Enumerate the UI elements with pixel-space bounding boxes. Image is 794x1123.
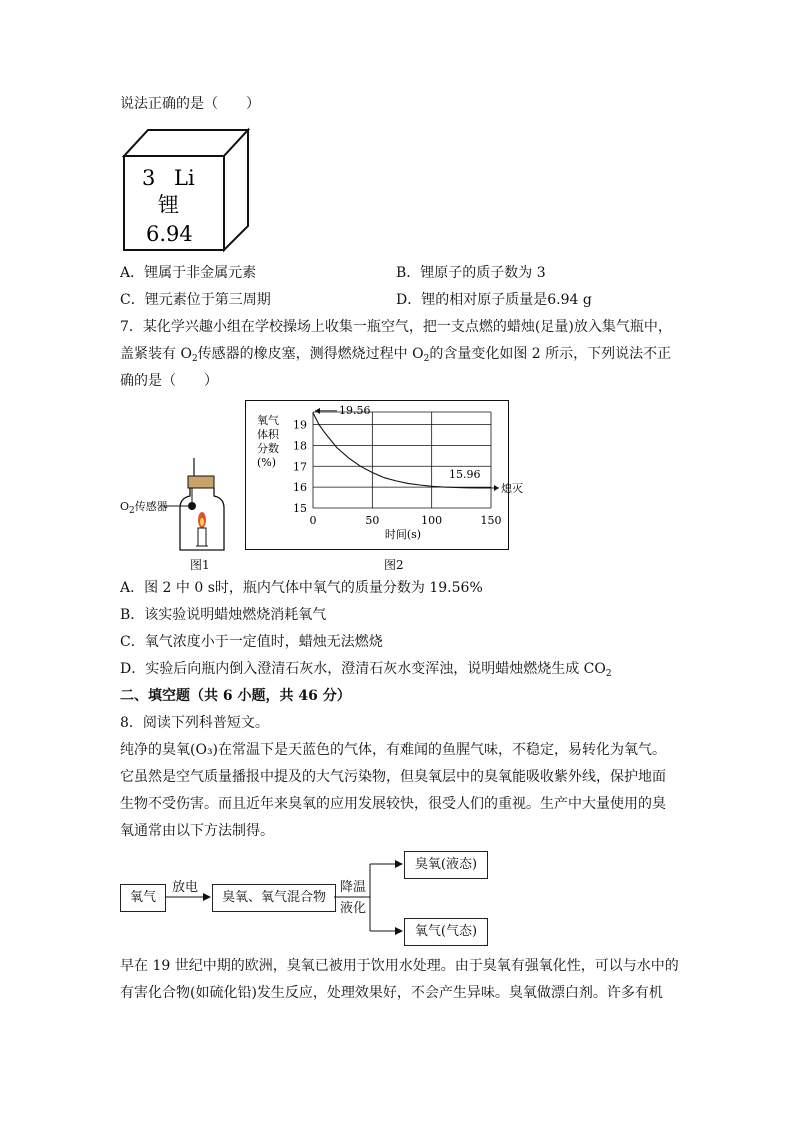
flow-box-liquid-ozone: 臭氧(液态): [404, 851, 488, 879]
q8-para1-line3: 生物不受伤害。而且近年来臭氧的应用发展较快，很受人们的重视。生产中大量使用的臭: [120, 796, 666, 812]
q7-stem-line1: 7．某化学兴趣小组在学校操场上收集一瓶空气，把一支点燃的蜡烛(足量)放入集气瓶中，: [120, 319, 672, 335]
element-mass: 6.94: [146, 222, 193, 246]
q7-option-a: A．图 2 中 0 s时，瓶内气体中氧气的质量分数为 19.56%: [120, 580, 483, 596]
q6-option-d: D．锂的相对原子质量是6.94 g: [396, 292, 592, 308]
q6-stem-tail: 说法正确的是（ ）: [120, 96, 260, 112]
chart-xtick-label: 50: [365, 514, 380, 527]
o2-sensor-icon: [188, 502, 196, 510]
element-name: 锂: [158, 193, 179, 217]
chart-ylabel-line: (%): [257, 456, 277, 469]
fig2-oxygen-chart: [245, 400, 523, 550]
q8-para2-line1: 早在 19 世纪中期的欧洲，臭氧已被用于饮用水处理。由于臭氧有强氧化性，可以与水中的: [120, 958, 679, 974]
q7-option-d: D．实验后向瓶内倒入澄清石灰水，澄清石灰水变浑浊，说明蜡烛燃烧生成 $CO_2$: [120, 661, 612, 679]
flow-box-mixture: 臭氧、氧气混合物: [212, 884, 336, 912]
chart-xtick-label: 150: [480, 514, 502, 527]
candle-icon: [198, 528, 206, 546]
chart-annotation-extinguished: 熄灭: [501, 481, 523, 495]
q6-option-c: C．锂元素位于第三周期: [120, 292, 271, 308]
element-symbol: Li: [174, 166, 195, 190]
chart-annotation-start-value: 19.56: [339, 403, 371, 417]
chart-xtick-label: 100: [421, 514, 443, 527]
fig1-bottle-diagram: [164, 458, 238, 554]
chart-ytick-label: 17: [293, 460, 307, 474]
chart-xtick-label: 0: [309, 514, 317, 527]
chart-ytick-label: 19: [293, 418, 307, 432]
flow-box-oxygen: 氧气: [120, 884, 166, 912]
chart-xlabel: 时间(s): [384, 528, 422, 541]
chart-ytick-label: 15: [293, 502, 307, 515]
q6-option-a: A．锂属于非金属元素: [120, 265, 257, 281]
q8-para1-line1: 纯净的臭氧(O₃)在常温下是天蓝色的气体，有难闻的鱼腥气味，不稳定，易转化为氧气。: [120, 742, 667, 758]
chart-ylabel-line: 体积: [257, 428, 279, 441]
lithium-element-card: [118, 126, 252, 254]
chart-ylabel-line: 氧气: [257, 414, 279, 427]
flow-box-gas-oxygen: 氧气(气态): [404, 918, 488, 946]
chart-ytick-label: 16: [293, 481, 307, 495]
flow-label-liquefy: 液化: [340, 901, 367, 916]
q6-option-b: B．锂原子的质子数为 3: [396, 265, 546, 281]
element-number: 3: [142, 166, 156, 190]
chart-ytick-label: 18: [293, 439, 307, 453]
flow-arrows: [164, 850, 406, 950]
q8-para1-line4: 氧通常由以下方法制得。: [120, 823, 274, 839]
q7-stem-line2: 盖紧装有 $O_2$传感器的橡皮塞，测得燃烧过程中 $O_2$的含量变化如图 2 所示，下列说法不正: [120, 346, 672, 364]
q8-para1-line2: 它虽然是空气质量播报中提及的大气污染物，但臭氧层中的臭氧能吸收紫外线，保护地面: [120, 769, 666, 785]
flow-label-cool: 降温: [340, 880, 367, 895]
fig1-sensor-label: $O_2$传感器: [120, 500, 168, 516]
chart-annotation-end-value: 15.96: [449, 467, 481, 481]
section2-heading: 二、填空题（共 6 小题，共 46 分）: [120, 688, 351, 704]
flow-label-discharge: 放电: [172, 880, 199, 895]
fig1-caption: 图1: [190, 558, 210, 572]
fig2-caption: 图2: [384, 558, 404, 572]
chart-ylabel-line: 分数: [257, 442, 279, 455]
q7-option-b: B．该实验说明蜡烛燃烧消耗氧气: [120, 607, 327, 623]
q8-intro: 8．阅读下列科普短文。: [120, 715, 269, 731]
q7-option-c: C．氧气浓度小于一定值时，蜡烛无法燃烧: [120, 634, 383, 650]
q7-stem-line3: 确的是（ ）: [120, 373, 218, 389]
q8-para2-line2: 有害化合物(如硫化铅)发生反应，处理效果好，不会产生异味。臭氧做漂白剂。许多有机: [120, 985, 663, 1001]
